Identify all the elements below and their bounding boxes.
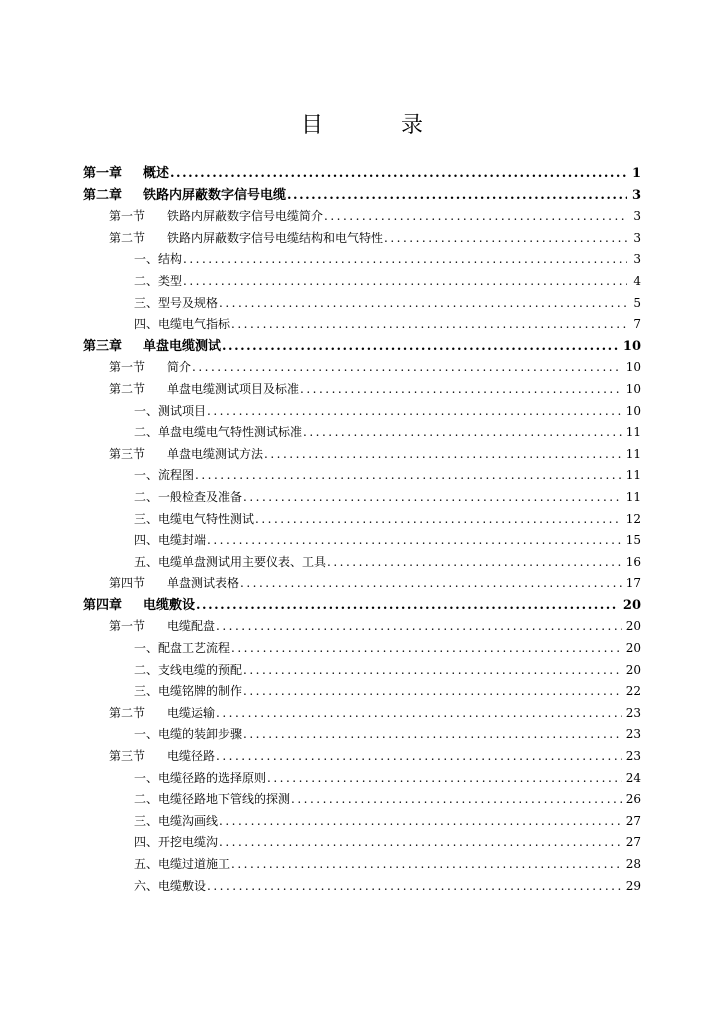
toc-entry[interactable]	[83, 249, 641, 271]
toc-page-number: 17	[625, 576, 641, 591]
toc-entry[interactable]	[83, 379, 641, 401]
toc-entry-title: 一、配盘工艺流程	[134, 641, 231, 656]
toc-entry[interactable]	[83, 552, 641, 574]
toc-dot-leader	[243, 660, 622, 682]
toc-dot-leader	[243, 681, 622, 703]
toc-dot-leader	[183, 249, 627, 271]
toc-entry-title: 四、电缆封端	[134, 533, 207, 548]
toc-dot-leader	[207, 876, 622, 898]
toc-entry-title: 电缆敷设	[143, 597, 196, 613]
toc-entry[interactable]	[83, 703, 641, 725]
toc-dot-leader	[216, 703, 622, 725]
toc-entry-title: 单盘电缆测试项目及标准	[167, 381, 300, 396]
toc-dot-leader	[287, 185, 627, 207]
toc-page-number: 7	[633, 317, 641, 332]
toc-entry[interactable]	[83, 832, 641, 854]
toc-entry-number: 第三节	[109, 446, 146, 461]
toc-page-number: 10	[625, 381, 641, 396]
toc-entry[interactable]	[83, 444, 641, 466]
toc-entry-title: 二、电缆径路地下管线的探测	[134, 792, 291, 807]
toc-dot-leader	[183, 271, 627, 293]
toc-page-number: 20	[625, 662, 641, 677]
toc-page-number: 20	[625, 619, 641, 634]
toc-entry[interactable]	[83, 465, 641, 487]
toc-page-number: 3	[633, 209, 641, 224]
toc-entry-title: 四、开挖电缆沟	[134, 835, 219, 850]
toc-entry[interactable]	[83, 616, 641, 638]
toc-entry-title: 三、型号及规格	[134, 295, 219, 310]
toc-entry[interactable]	[83, 206, 641, 228]
toc-entry-title: 六、电缆敷设	[134, 878, 207, 893]
toc-entry[interactable]	[83, 293, 641, 315]
toc-page-number: 20	[625, 641, 641, 656]
toc-entry-title: 一、流程图	[134, 468, 195, 483]
toc-dot-leader	[231, 638, 622, 660]
toc-dot-leader	[324, 206, 627, 228]
toc-page-number: 20	[622, 597, 641, 613]
toc-entry[interactable]	[83, 660, 641, 682]
toc-dot-leader	[243, 487, 622, 509]
toc-entry-title: 五、电缆单盘测试用主要仪表、工具	[134, 554, 327, 569]
toc-dot-leader	[291, 789, 622, 811]
toc-entry-number: 第四章	[83, 597, 123, 613]
toc-entry-title: 电缆配盘	[167, 619, 216, 634]
toc-page-number: 5	[633, 295, 641, 310]
toc-entry[interactable]	[83, 768, 641, 790]
toc-entry[interactable]	[83, 509, 641, 531]
toc-entry-title: 五、电缆过道施工	[134, 857, 231, 871]
toc-entry-title: 单盘电缆测试	[143, 338, 222, 354]
toc-dot-leader	[219, 811, 622, 833]
toc-dot-leader	[170, 163, 627, 185]
toc-dot-leader	[240, 573, 622, 595]
toc-page-number: 26	[625, 792, 641, 807]
toc-dot-leader	[222, 336, 619, 358]
toc-page-number: 27	[625, 813, 641, 828]
toc-page-number: 23	[625, 705, 641, 720]
toc-entry-number: 第二节	[109, 705, 146, 720]
toc-entry-number: 第二节	[109, 381, 146, 396]
toc-entry-number: 第一节	[109, 360, 146, 375]
toc-entry[interactable]	[83, 487, 641, 509]
toc-page-number: 3	[633, 230, 641, 245]
toc-dot-leader	[216, 746, 622, 768]
toc-entry[interactable]	[83, 314, 641, 336]
toc-page-number: 29	[625, 878, 641, 893]
toc-entry-title: 电缆径路	[167, 749, 216, 764]
toc-dot-leader	[231, 314, 627, 336]
toc-entry[interactable]	[83, 228, 641, 250]
toc-entry-number: 第三章	[83, 338, 123, 354]
toc-entry[interactable]	[83, 271, 641, 293]
toc-dot-leader	[216, 616, 622, 638]
toc-title: 目 录	[300, 113, 451, 138]
toc-entry-title: 四、电缆电气指标	[134, 317, 231, 332]
toc-entry-title: 二、支线电缆的预配	[134, 662, 243, 677]
toc-page-number: 11	[625, 468, 641, 483]
toc-dot-leader	[231, 854, 622, 876]
toc-page-number: 23	[625, 727, 641, 742]
toc-entry[interactable]	[83, 638, 641, 660]
toc-page-number: 27	[625, 835, 641, 850]
toc-page-number: 16	[625, 554, 641, 569]
toc-entry-title: 二、一般检查及准备	[134, 489, 243, 504]
toc-entry-number: 第一节	[109, 209, 146, 224]
toc-dot-leader	[219, 832, 622, 854]
toc-entry-title: 一、结构	[134, 252, 183, 267]
toc-entry-title: 三、电缆铭牌的制作	[134, 684, 243, 699]
toc-entry-title: 三、电缆沟画线	[134, 813, 219, 828]
toc-dot-leader	[267, 768, 622, 790]
toc-entry-title: 概述	[143, 166, 170, 181]
toc-dot-leader	[327, 552, 622, 574]
toc-entry[interactable]	[83, 530, 641, 552]
toc-dot-leader	[192, 357, 622, 379]
toc-entry-number: 第四节	[109, 576, 146, 591]
toc-entry-number: 第一章	[83, 166, 123, 181]
toc-entry-title: 铁路内屏蔽数字信号电缆	[143, 187, 287, 203]
toc-dot-leader	[195, 465, 622, 487]
toc-page-number: 3	[633, 252, 641, 267]
toc-entry-title: 单盘电缆测试方法	[167, 446, 264, 461]
toc-entry[interactable]	[83, 336, 641, 358]
toc-entry-title: 单盘测试表格	[167, 576, 240, 591]
toc-entry[interactable]	[83, 681, 641, 703]
toc-entry-title: 一、测试项目	[134, 403, 207, 418]
toc-dot-leader	[196, 595, 619, 617]
toc-dot-leader	[384, 228, 627, 250]
toc-page-number: 4	[633, 273, 641, 288]
toc-entry[interactable]	[83, 789, 641, 811]
toc-dot-leader	[255, 509, 622, 531]
toc-page-number: 24	[625, 770, 641, 785]
toc-entry-title: 简介	[167, 360, 192, 375]
toc-dot-leader	[300, 379, 622, 401]
toc-entry-number: 第一节	[109, 619, 146, 634]
toc-entry[interactable]	[83, 595, 641, 617]
toc-dot-leader	[207, 530, 622, 552]
toc-entry[interactable]	[83, 357, 641, 379]
toc-entry[interactable]	[83, 746, 641, 768]
toc-dot-leader	[207, 401, 622, 423]
toc-dot-leader	[303, 422, 622, 444]
toc-page-number: 28	[625, 857, 641, 871]
toc-entry-number: 第二节	[109, 230, 146, 245]
toc-entry[interactable]	[83, 401, 641, 423]
toc-page-number: 11	[625, 425, 641, 440]
toc-entry-title: 一、电缆径路的选择原则	[134, 770, 267, 785]
toc-entry-title: 二、类型	[134, 273, 183, 288]
toc-entry-number: 第二章	[83, 187, 123, 203]
toc-entry-title: 铁路内屏蔽数字信号电缆简介	[167, 209, 324, 224]
toc-entry-title: 一、电缆的装卸步骤	[134, 727, 243, 742]
toc-page-number: 15	[625, 533, 641, 548]
toc-entry-title: 铁路内屏蔽数字信号电缆结构和电气特性	[167, 230, 384, 245]
toc-entry[interactable]	[83, 163, 641, 185]
toc-page-number: 11	[625, 446, 641, 461]
toc-page-number: 11	[625, 489, 641, 504]
toc-page-number: 22	[625, 684, 641, 699]
toc-page-number: 23	[625, 749, 641, 764]
toc-page-number: 10	[622, 338, 641, 354]
toc-entry[interactable]	[83, 185, 641, 207]
toc-entry[interactable]	[83, 422, 641, 444]
toc-entry[interactable]	[83, 854, 641, 876]
toc-entry-title: 二、单盘电缆电气特性测试标准	[134, 425, 303, 440]
table-of-contents	[83, 163, 641, 897]
toc-entry[interactable]	[83, 573, 641, 595]
toc-entry-number: 第三节	[109, 749, 146, 764]
toc-page-number: 12	[625, 511, 641, 526]
toc-page-number: 3	[631, 187, 641, 203]
toc-entry[interactable]	[83, 876, 641, 898]
toc-dot-leader	[264, 444, 622, 466]
toc-dot-leader	[243, 724, 622, 746]
toc-dot-leader	[219, 293, 627, 315]
toc-entry-title: 电缆运输	[167, 705, 216, 720]
toc-page-number: 10	[625, 360, 641, 375]
toc-entry[interactable]	[83, 811, 641, 833]
toc-page-number: 1	[631, 166, 641, 181]
toc-entry-title: 三、电缆电气特性测试	[134, 511, 255, 526]
toc-page-number: 10	[625, 403, 641, 418]
toc-entry[interactable]	[83, 724, 641, 746]
